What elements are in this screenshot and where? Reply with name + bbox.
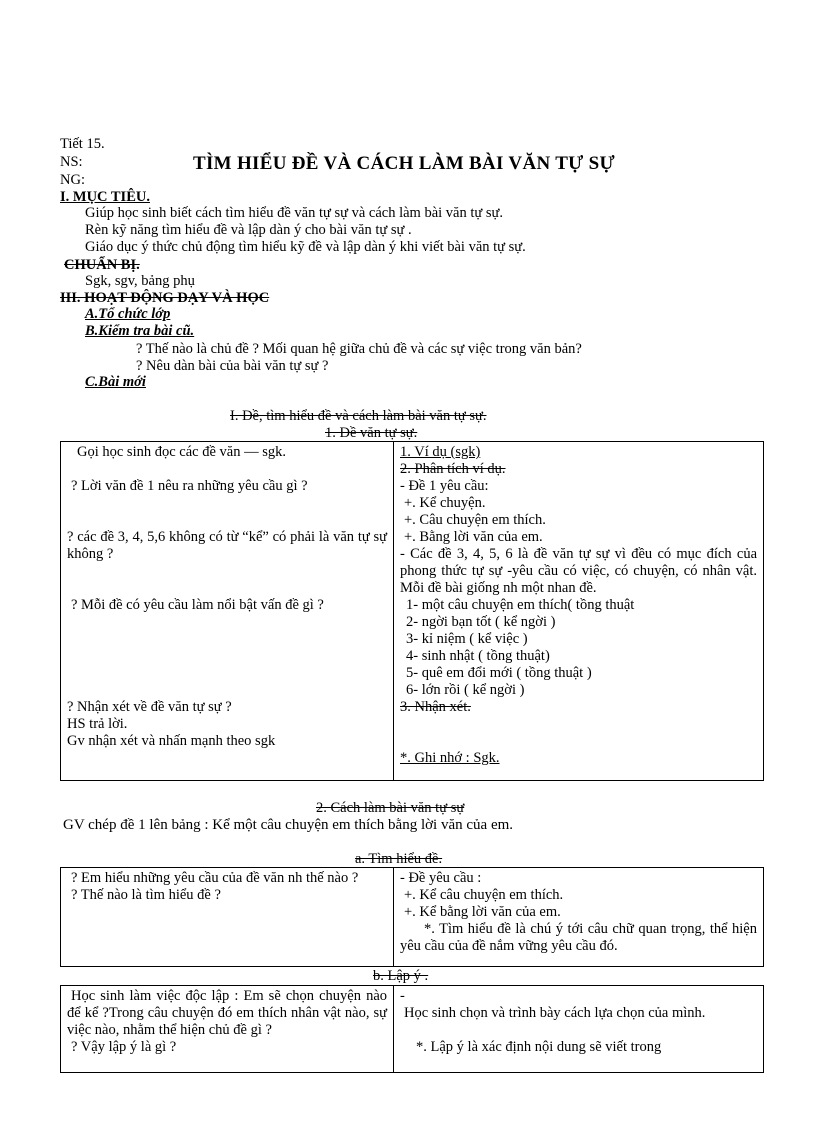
teacher-column [61,986,394,1073]
review-question: ? Thế nào là chủ đề ? Mối quan hệ giữa chủ đề và các sự việc trong văn bản? [136,341,582,357]
table-cell-text: +. Kể chuyện. [404,495,486,511]
lesson-number: Tiết 15. [60,136,105,152]
subsection-b: B.Kiểm tra bài cũ. [85,323,195,339]
table-cell-text: ? Vậy lập ý là gì ? [71,1039,177,1055]
table-cell-text: 1. Ví dụ (sgk) [400,444,481,460]
table-cell-text: 5- quê em đổi mới ( tồng thuật ) [406,665,592,681]
teacher-column [61,868,394,967]
table-cell-text: *. Lập ý là xác định nội dung sẽ viết trong [416,1039,662,1055]
table-cell-text: +. Câu chuyện em thích. [404,512,546,528]
section-activities-heading: III. HOẠT ĐỘNG DẠY VÀ HỌC [60,290,270,306]
table-cell-text: 3- kỉ niệm ( kể việc ) [406,631,528,647]
table-cell-text: ? Em hiểu những yêu cầu của đề văn nh thế nào ? [71,870,359,886]
table-cell-text: ? Lời văn đề 1 nêu ra những yêu cầu gì ? [71,478,308,494]
part1-heading: I. Đề, tìm hiểu đề và cách làm bài văn tự sự. [230,408,487,424]
table-cell-text: - [400,988,405,1004]
objective-line: Rèn kỹ năng tìm hiểu đề và lập dàn ý cho bài văn tự sự . [85,222,412,238]
table-cell-text: 4- sinh nhật ( tồng thuật) [406,648,550,664]
table-cell-text: 2. Phân tích ví dụ. [400,461,506,477]
section-preparation-heading: CHUẨN BỊ. [64,257,140,273]
content-column [394,868,764,967]
section-objectives-heading: I. MỤC TIÊU. [60,189,150,205]
table-cell-text: - Các đề 3, 4, 5, 6 là đề văn tự sự vì đều có mục đích của phong thức tự sự -yêu cầu có việc, có chuyện, có nhân vật. Mỗi đề bài giống nh một nhan đề. [400,546,757,596]
lesson-table-1 [60,441,764,781]
table-cell-text: +. Bằng lời văn của em. [404,529,543,545]
part2-task: GV chép đề 1 lên bảng : Kể một câu chuyện em thích bằng lời văn của em. [63,817,514,833]
table-cell-text: +. Kể câu chuyện em thích. [404,887,564,903]
table-cell-text: +. Kể bằng lời văn của em. [404,904,561,920]
ng-label: NG: [60,172,85,188]
table-cell-text: Gọi học sinh đọc các đề văn — sgk. [77,444,286,460]
content-column [394,442,764,781]
teacher-column [61,442,394,781]
table-cell-text: Học sinh chọn và trình bày cách lựa chọn của mình. [404,1005,706,1021]
table-cell-text: Học sinh làm việc độc lập : Em sẽ chọn chuyện nào để kể ?Trong câu chuyện đó em thích nhân vật nào, sự việc nào, nhằm thể hiện chủ đề gì ? [67,988,387,1038]
lesson-table-2 [60,867,764,967]
table-cell-text: HS trả lời. [67,716,128,732]
review-question: ? Nêu dàn bài của bài văn tự sự ? [136,358,329,374]
part2-heading: 2. Cách làm bài văn tự sự [316,800,465,816]
table-cell-text: 6- lớn rồi ( kể ngời ) [406,682,525,698]
table-cell-text: 1- một câu chuyện em thích( tồng thuật [406,597,635,613]
table-cell-text: ? Nhận xét về đề văn tự sự ? [67,699,232,715]
preparation-line: Sgk, sgv, bảng phụ [85,273,195,289]
part2-sub-a: a. Tìm hiểu đề. [355,851,443,867]
table-cell-text: ? các đề 3, 4, 5,6 không có từ “kể” có phải là văn tự sự không ? [67,529,387,562]
table-cell-text: - Đề 1 yêu cầu: [400,478,489,494]
table-cell-text: *. Ghi nhớ : Sgk. [400,750,500,766]
table-cell-text: Gv nhận xét và nhấn mạnh theo sgk [67,733,276,749]
part2-sub-b: b. Lập ý . [373,968,429,984]
page-title: TÌM HIỂU ĐỀ VÀ CÁCH LÀM BÀI VĂN TỰ SỰ [193,153,615,174]
table-cell-text: - Đề yêu cầu : [400,870,482,886]
table-cell-text: ? Thế nào là tìm hiểu đề ? [71,887,221,903]
part1-subheading: 1. Đề văn tự sự. [325,425,418,441]
table-cell-text: 3. Nhận xét. [400,699,471,715]
content-column [394,986,764,1073]
objective-line: Giáo dục ý thức chủ động tìm hiểu kỹ đề và lập dàn ý khi viết bài văn tự sự. [85,239,526,255]
subsection-c: C.Bài mới [85,374,146,390]
table-cell-text: 2- ngời bạn tốt ( kể ngời ) [406,614,556,630]
ns-label: NS: [60,154,83,170]
table-cell-text: *. Tìm hiểu đề là chú ý tới câu chữ quan trọng, thể hiện yêu cầu của đề nắm vững yêu cầu đó. [400,921,757,954]
subsection-a: A.Tổ chức lớp [85,306,171,322]
lesson-table-3 [60,985,764,1073]
objective-line: Giúp học sinh biết cách tìm hiểu đề văn tự sự và cách làm bài văn tự sự. [85,205,503,221]
table-cell-text: ? Mỗi đề có yêu cầu làm nổi bật vấn đề gì ? [71,597,324,613]
